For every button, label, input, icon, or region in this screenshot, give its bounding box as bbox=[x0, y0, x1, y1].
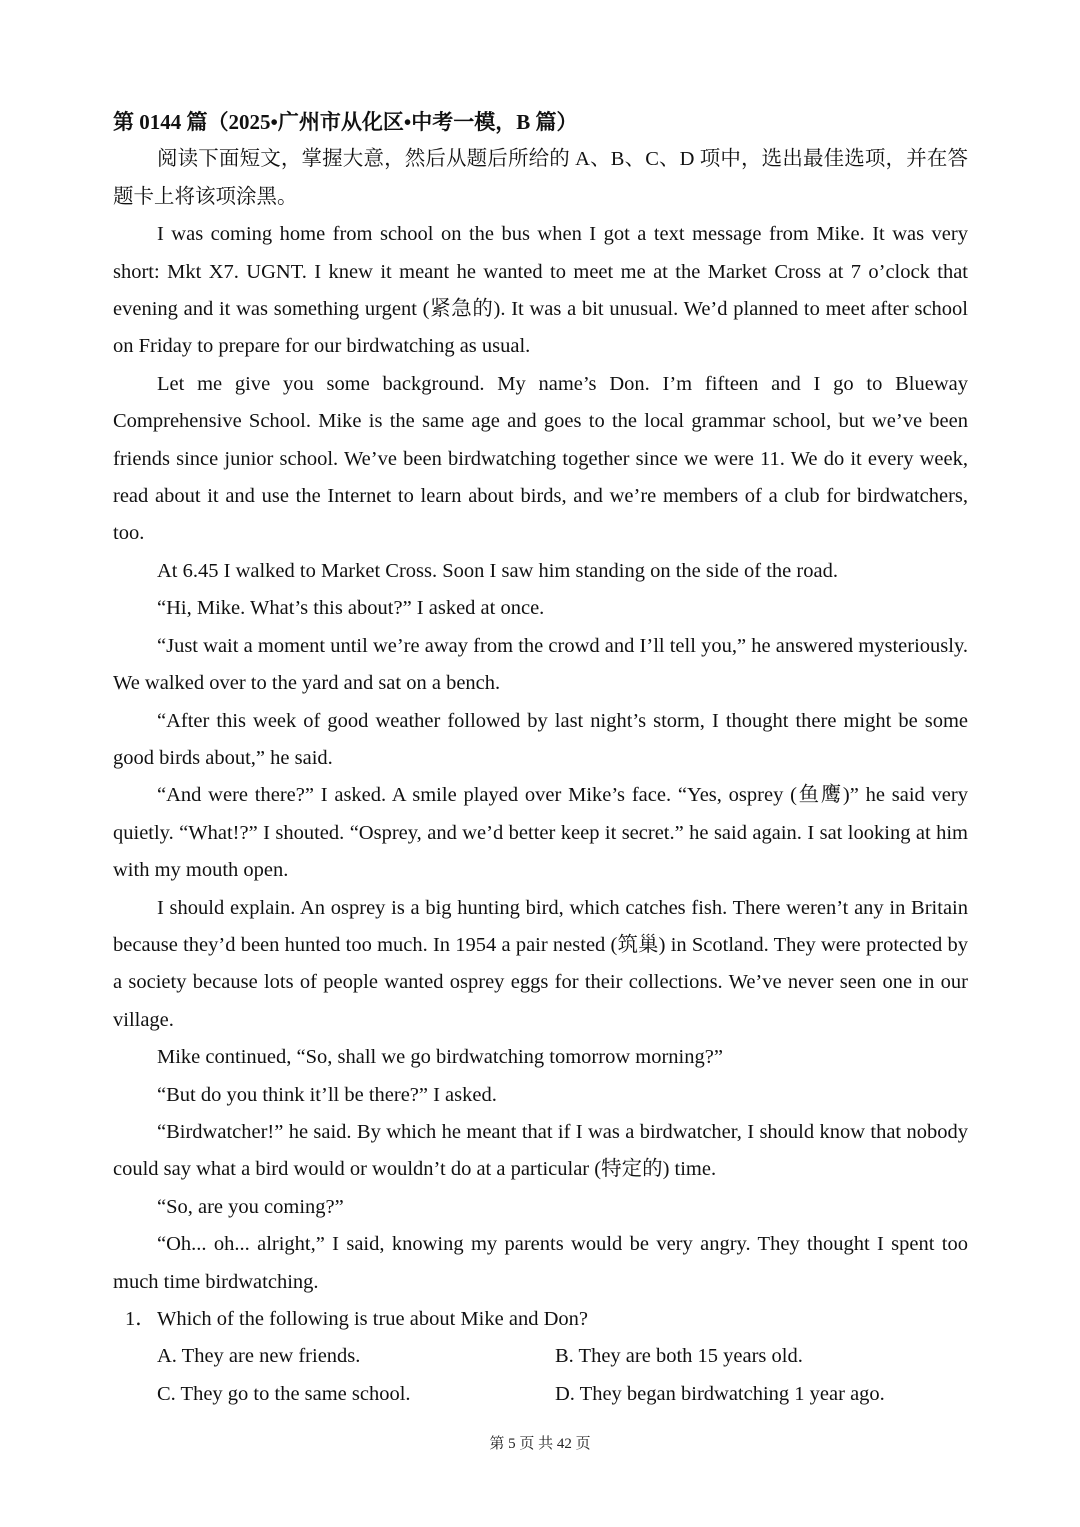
passage-paragraph-6: “After this week of good weather followed by last night’s storm, I thought there might be some good birds about,” he said. bbox=[113, 709, 968, 769]
document-content bbox=[113, 104, 968, 1413]
passage-paragraph-10: “But do you think it’ll be there?” I asked. bbox=[157, 1083, 497, 1106]
option-c: C. They go to the same school. bbox=[157, 1382, 411, 1405]
passage-paragraph-12: “So, are you coming?” bbox=[157, 1195, 344, 1218]
question-1 bbox=[113, 1301, 968, 1338]
passage-paragraph-1: I was coming home from school on the bus when I got a text message from Mike. It was very short: Mkt X7. UGNT. I knew it meant he wanted to meet me at the Market Cross at 7 o’clock that evening and it was something urgent (紧急的). It was a bit unusual. We’d planned to meet after school on Friday to prepare for our birdwatching as usual. bbox=[113, 223, 968, 358]
passage-paragraph-5: “Just wait a moment until we’re away from the crowd and I’ll tell you,” he answered mysteriously. We walked over to the yard and sat on a bench. bbox=[113, 634, 968, 695]
passage-paragraph-8: I should explain. An osprey is a big hunting bird, which catches fish. There weren’t any in Britain because they’d been hunted too much. In 1954 a pair nested (筑巢) in Scotland. They were protected by a society because lots of people wanted osprey eggs for their collections. We’ve never seen one in our village. bbox=[113, 896, 968, 1031]
passage-paragraph-4: “Hi, Mike. What’s this about?” I asked at once. bbox=[157, 597, 545, 620]
page-footer: 第 5 页 共 42 页 bbox=[489, 1436, 591, 1452]
question-options bbox=[157, 1338, 968, 1413]
passage-paragraph-2: Let me give you some background. My name’s Don. I’m fifteen and I go to Blueway Comprehensive School. Mike is the same age and goes to the local grammar school, but we’ve been friends since junior school. We’ve been birdwatching together since we were 11. We do it every week, read about it and use the Internet to learn about birds, and we’re members of a club for birdwatchers, too. bbox=[113, 372, 968, 545]
passage-paragraph-11: “Birdwatcher!” he said. By which he meant that if I was a birdwatcher, I should know that nobody could say what a bird would or wouldn’t do at a particular (特定的) time. bbox=[113, 1120, 968, 1181]
passage-paragraph-3: At 6.45 I walked to Market Cross. Soon I saw him standing on the side of the road. bbox=[157, 559, 838, 582]
question-text: Which of the following is true about Mike and Don? bbox=[157, 1308, 588, 1330]
option-b: B. They are both 15 years old. bbox=[555, 1345, 803, 1368]
option-d: D. They began birdwatching 1 year ago. bbox=[555, 1382, 885, 1405]
passage-paragraph-13: “Oh... oh... alright,” I said, knowing my parents would be very angry. They thought I spent too much time birdwatching. bbox=[113, 1233, 968, 1293]
question-number: 1． bbox=[125, 1308, 156, 1330]
passage-paragraph-7: “And were there?” I asked. A smile played over Mike’s face. “Yes, osprey (鱼鹰)” he said very quietly. “What!?” I shouted. “Osprey, and we’d better keep it secret.” he said again. I sat looking at him with my mouth open. bbox=[113, 784, 968, 882]
instructions: 阅读下面短文，掌握大意，然后从题后所给的 A、B、C、D 项中，选出最佳选项，并在答题卡上将该项涂黑。 bbox=[113, 148, 968, 208]
passage-title: 第 0144 篇（2025•广州市从化区•中考一模，B 篇） bbox=[113, 110, 578, 134]
option-a: A. They are new friends. bbox=[157, 1345, 361, 1368]
passage-paragraph-9: Mike continued, “So, shall we go birdwatching tomorrow morning?” bbox=[157, 1046, 723, 1069]
